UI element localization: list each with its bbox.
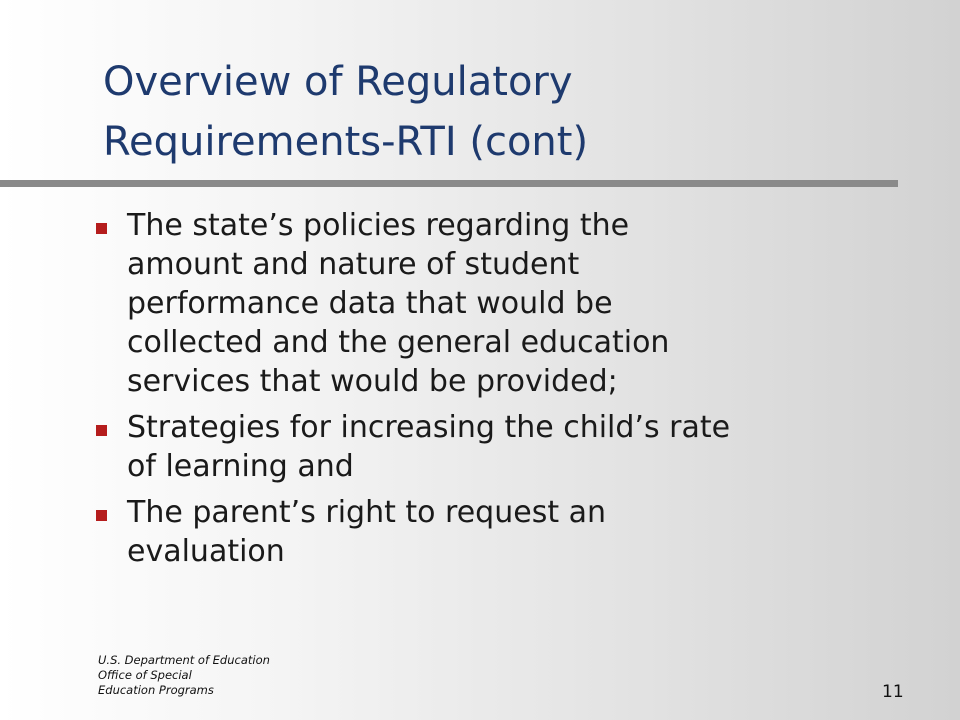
footer-line: Office of Special xyxy=(98,668,192,682)
title-line-1: Overview of Regulatory xyxy=(103,59,573,105)
bullet-item-state-policies xyxy=(96,206,896,401)
bullet-item-parent-right xyxy=(96,493,896,571)
bullet-line: performance data that would be xyxy=(127,286,613,321)
title-line-2: Requirements-RTI (cont) xyxy=(103,119,589,165)
bullet-line: Strategies for increasing the child’s rate xyxy=(127,410,731,445)
title-divider xyxy=(0,180,898,187)
footer-line: U.S. Department of Education xyxy=(98,653,270,667)
bullet-line: The parent’s right to request an xyxy=(127,495,607,530)
bullet-item-strategies xyxy=(96,408,896,486)
square-bullet-icon xyxy=(96,223,107,234)
footer-organization xyxy=(98,653,270,698)
bullet-line: evaluation xyxy=(127,534,285,569)
square-bullet-icon xyxy=(96,425,107,436)
square-bullet-icon xyxy=(96,510,107,521)
slide-title xyxy=(103,52,923,172)
bullet-list xyxy=(96,206,896,578)
footer-line: Education Programs xyxy=(98,683,214,697)
bullet-line: collected and the general education xyxy=(127,325,670,360)
bullet-line: The state’s policies regarding the xyxy=(127,208,630,243)
bullet-line: services that would be provided; xyxy=(127,364,618,399)
bullet-line: of learning and xyxy=(127,449,354,484)
page-number: 11 xyxy=(882,682,904,702)
bullet-line: amount and nature of student xyxy=(127,247,580,282)
